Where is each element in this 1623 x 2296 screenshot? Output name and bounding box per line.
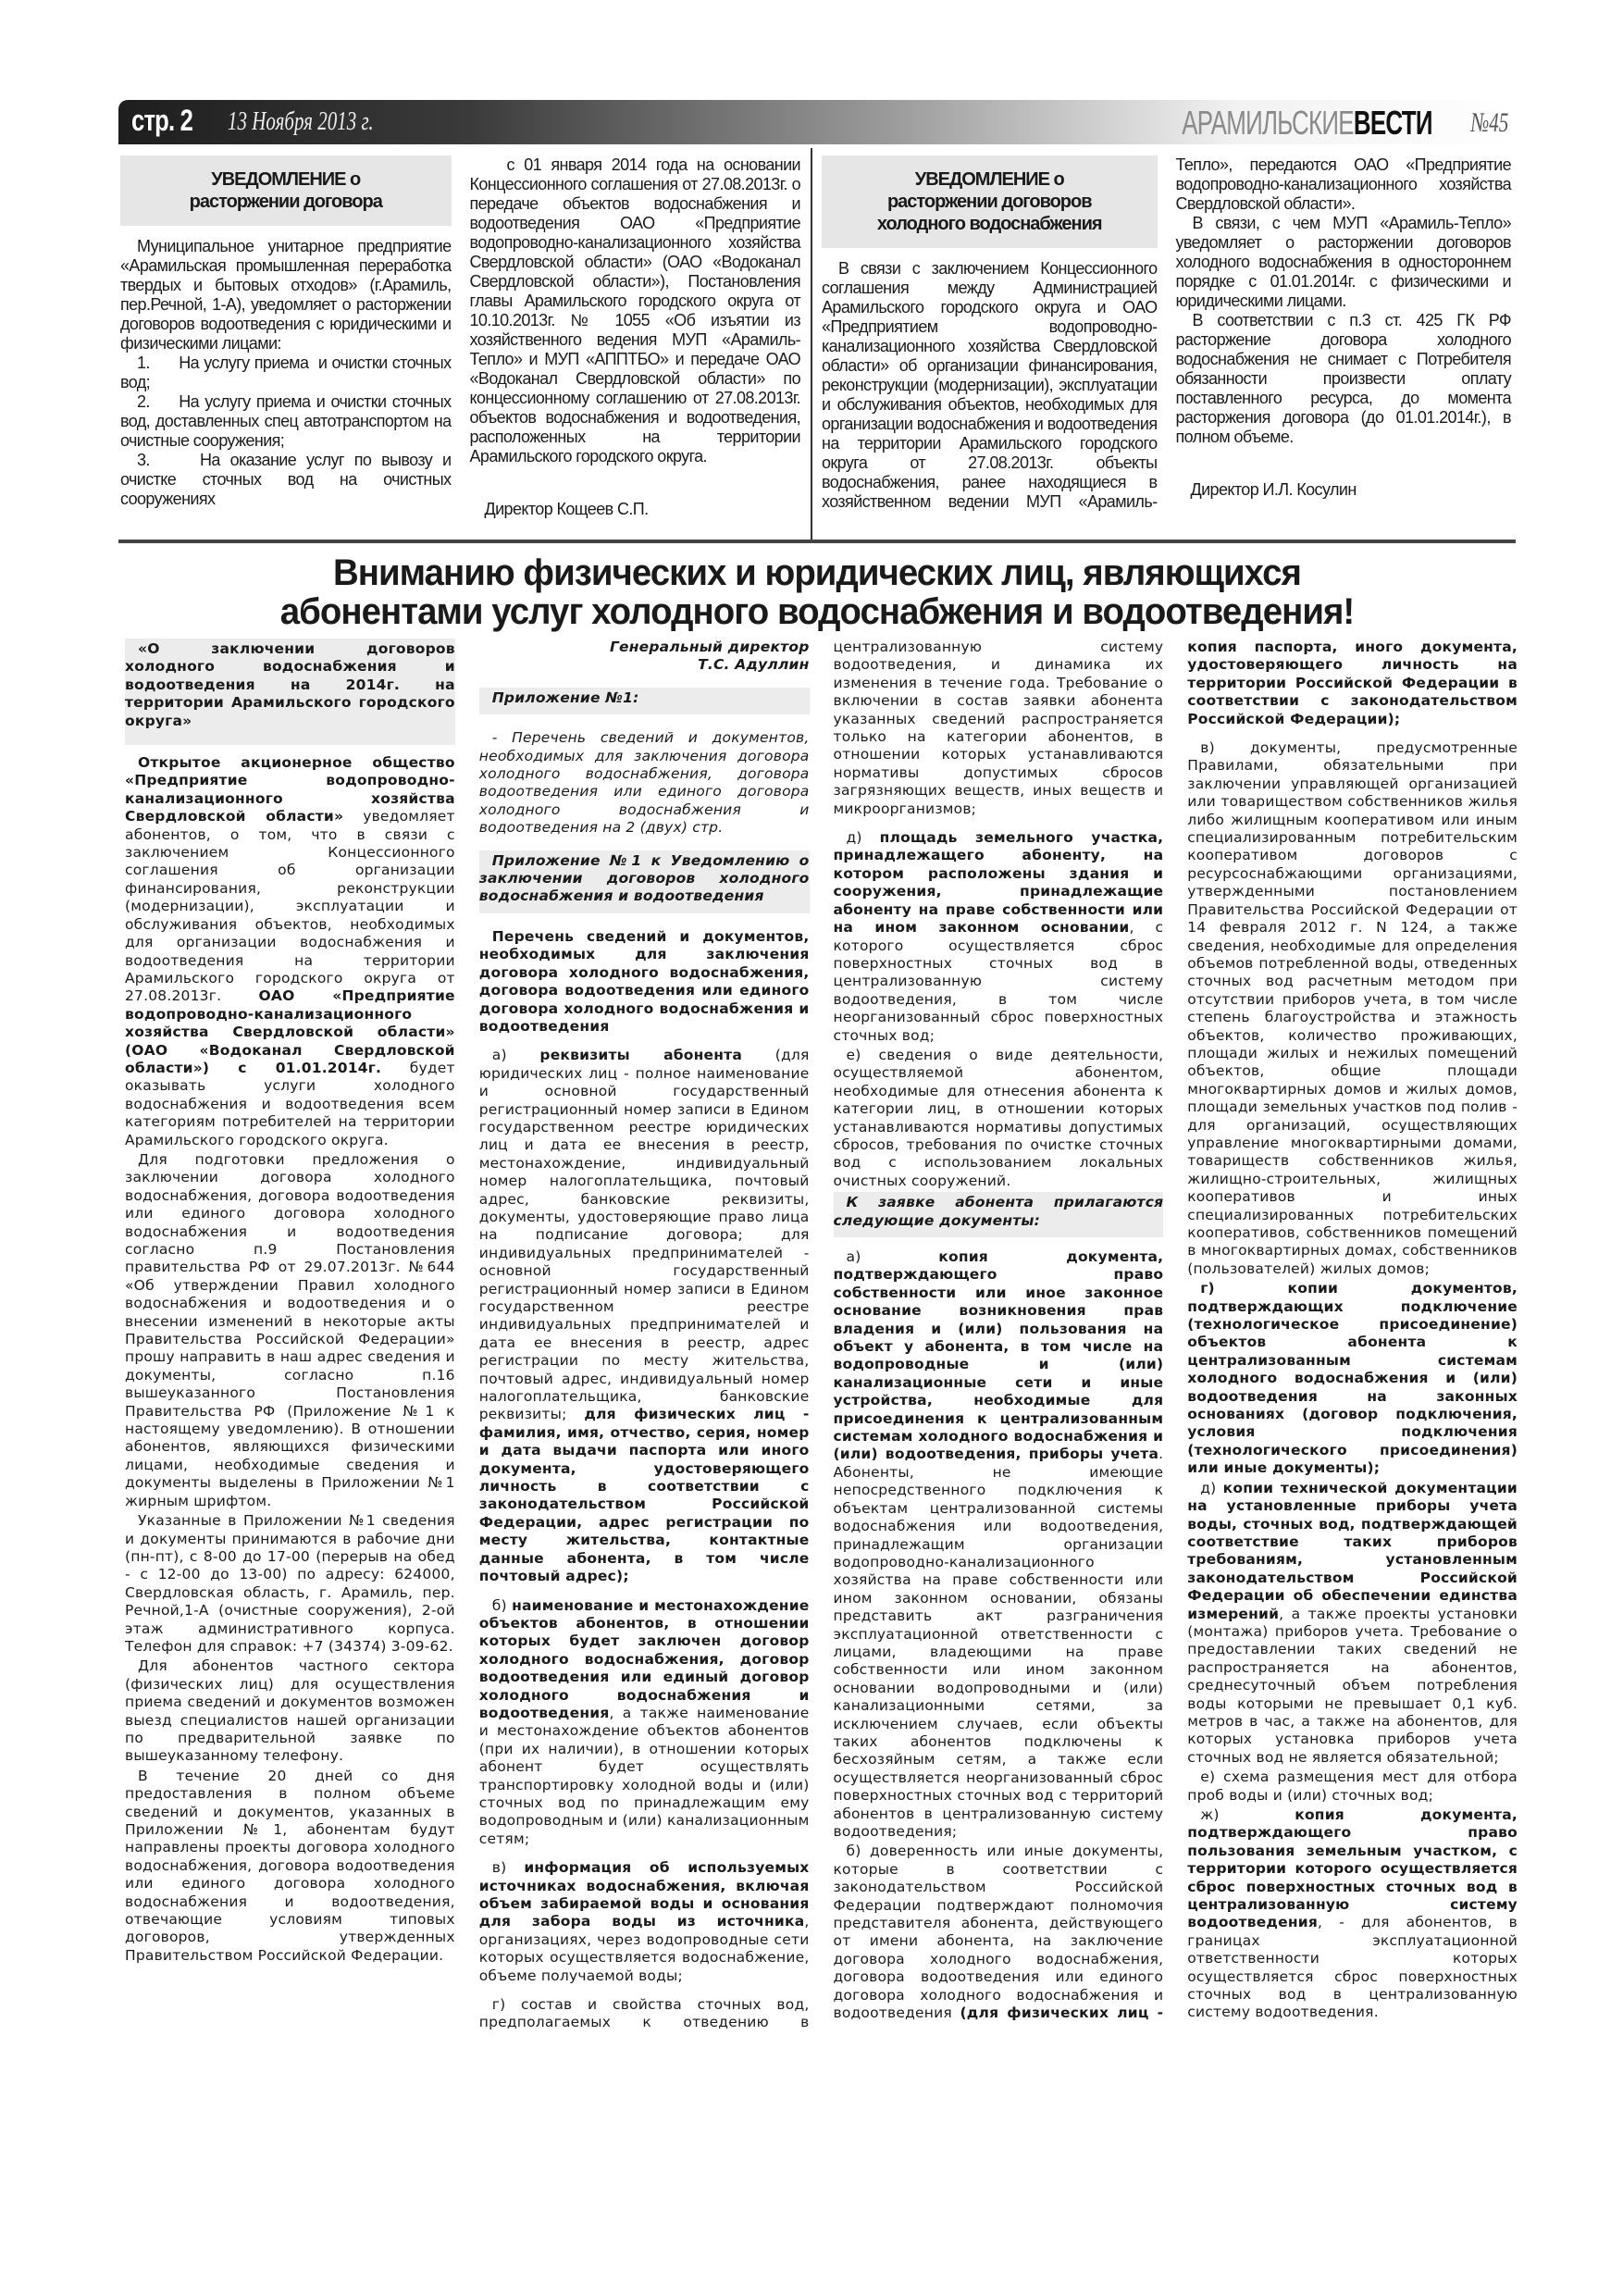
column-divider — [811, 148, 812, 541]
text: , - для абонентов, в границах эксплуатационной ответственности которых осуществляется сброс поверхностных сточных вод в централизованную систему водоотведения. — [1187, 1914, 1518, 2021]
bold-text: площадь земельного участка, принадлежащего абоненту, на котором расположены здания и сооружения, принадлежащие абоненту на праве собственности или на ином законном основании — [833, 829, 1164, 937]
text: е) сведения о виде деятельности, осуществляемой абонентом, необходимые для отнесения абонента к категории лиц, в отношении которых устанавливаются нормативы допустимых сбросов, требования по очистке сточных вод с использованием локальных очистных сооружений. — [833, 1046, 1164, 1189]
text: ж) — [1200, 1806, 1295, 1823]
signature: Директор И.Л. Косулин — [1190, 480, 1357, 499]
text: уведомляет абонентов, о том, что в связи с заключением Концессионного соглашения об организации финансирования, реконструкции (модернизации), эксплуатации и обслуживания объектов, необходимых для организации водоснабжения и водоотведения на территории Арамильского городского округа от 27.08.2013г. — [125, 808, 455, 1005]
page-header-bar — [118, 100, 1516, 144]
section-heading — [834, 1192, 1164, 1237]
paragraph — [479, 1859, 810, 1985]
paragraph — [834, 829, 1164, 1045]
issue-number: №45 — [1470, 107, 1508, 138]
paragraph — [1187, 1769, 1518, 1805]
bold-text: копия документа, подтверждающего право собственности или иное законное основание возникновения прав владения и (или) пользования на объект у абонента, в том числе на водопроводные и (или) канализационные сети и иные устройства, необходимые для присоединения к централизованным системам холодного водоснабжения и (или) водоотведения, приборы учета — [833, 1248, 1164, 1463]
paragraph — [1187, 1480, 1518, 1768]
text: Генеральный директор — [609, 639, 810, 655]
paragraph — [125, 1768, 455, 1965]
notice-heading — [822, 155, 1158, 248]
paragraph: с 01 января 2014 года на основании Концессионного соглашения от 27.08.2013г. о передаче объектов водоснабжения и водоотведения ОАО «Предприятие водопроводно-канализационного хозяйства Свердловской области» (ОАО «Водоканал Свердловской области»), Постановления главы Арамильского городского округа от 10.10.2013г. № 1055 «Об изъятии из хозяйственного ведения МУП «Арамиль-Тепло» и МУП «АППТБО» и передаче ОАО «Водоканал Свердловской области» по концессионному соглашению от 27.08.2013г. объектов водоснабжения и водоотведения, расположенных на территории Арамильского городского округа. — [469, 155, 800, 465]
text: в) документы, предусмотренные Правилами, обязательными при заключении управляющей организацией или товариществом собственников жилья либо жилищным кооперативом или иным специализированным потребительским кооперативом договоров с ресурсоснабжающими организациями, утвержденными постановлением Правительства Российской Федерации от 14 февраля 2012 г. N 124, а также сведения, необходимые для определения объемов потребленной воды, отведенных сточных вод расчетным методом при отсутствии приборов учета, в том числе степень благоустройства и этажность объектов, количество проживающих, площади жилых и нежилых помещений объектов, общие площади многоквартирных домов и жилых домов, площади земельных участков под полив - для организаций, осуществляющих управление многоквартирными домами, товариществ собственников жилья, жилищно-строительных, жилищных кооперативов и иных специализированных потребительских кооперативов, собственников помещений в многоквартирных домах, собственников (пользователей) жилых домов; — [1187, 739, 1518, 1277]
text: Т.С. Адуллин — [698, 656, 810, 674]
bold-text: Открытое акционерное общество «Предприятие водопроводно-канализационного хозяйства Свердловской области» — [125, 754, 455, 825]
text: «О заключении договоров холодного водоснабжения и водоотведения на 2014г. на территории Арамильского городского округа» — [125, 640, 455, 729]
text: Перечень сведений и документов, необходимых для заключения договора холодного водоснабжения, договора водоотведения или единого договора холодного водоснабжения и водоотведения — [478, 927, 810, 1035]
paragraph — [834, 1047, 1164, 1190]
paragraph — [1187, 1280, 1518, 1477]
main-headline — [146, 553, 1488, 631]
paragraph — [125, 1151, 455, 1510]
text: б) — [491, 1596, 513, 1614]
bold-text: копия документа, подтверждающего право пользования земельным участком, с территории которого осуществляется сброс поверхностных сточных вод в централизованную систему водоотведения — [1187, 1806, 1518, 1931]
text: будет оказывать услуги холодного водоснабжения и водоотведения всем категориям потребителей на территории Арамильского городского округа. — [125, 1059, 455, 1148]
paragraph: 1. На услугу приема и очистки сточных вод; — [120, 354, 455, 391]
paragraph — [125, 1512, 455, 1656]
notice-heading — [120, 155, 452, 226]
text: . Абоненты, не имеющие непосредственного подключения к объектам централизованной системы водоснабжения или водоотведения, принадлежащим организации водопроводно-канализационного хозяйства на праве собственности или ином законном основании, обязаны представить акт разграничения эксплуатационной ответственности с лицами, владеющими на праве собственности или ином законном основании водопроводными и (или) канализационными сетями, за исключением случаев, если объекты таких абонентов подключены к бесхозяйным сетям, а также если осуществляется неорганизованный сброс поверхностных сточных вод с территорий абонентов в централизованную систему водоотведения; — [833, 1446, 1164, 1840]
paragraph — [1187, 739, 1518, 1278]
paragraph: 3. На оказание услуг по вывозу и очистке сточных вод на очистных сооружениях — [120, 451, 455, 508]
headline-line: Вниманию физических и юридических лиц, являющихся — [333, 552, 1301, 593]
page-number: стр. 2 — [131, 104, 193, 137]
section-heading — [479, 688, 810, 714]
text: Для абонентов частного сектора (физических лиц) для осуществления приема сведений и документов возможен выезд специалистов нашей организации по предварительной заявке по вышеуказанному телефону. — [125, 1657, 455, 1765]
text: В течение 20 дней со дня предоставления в полном объеме сведений и документов, указанных в Приложении №1, абонентам будут направлены проекты договора холодного водоснабжения, договора водоотведения или единого договора холодного водоснабжения и водоотведения, отвечающие условиям типовых договоров, утвержденных Правительством Российской Федерации. — [125, 1767, 455, 1964]
bold-text: для физических лиц - фамилия, имя, отчество, серия, номер и дата выдачи паспорта или иного документа, удостоверяющего личность в соответствии с законодательством Российской Федерации, адрес регистрации по месту жительства, контактные данные абонента, в том числе почтовый адрес); — [478, 1406, 810, 1585]
bold-text: (для физических лиц - копия паспорта, иного документа, удостоверяющего личность на территории Российской Федерации в соответствии с законодательством Российской Федерации); — [960, 639, 1518, 2022]
text: д) — [1200, 1479, 1223, 1496]
text: Для подготовки предложения о заключении договора холодного водоснабжения, договора водоотведения или единого договора холодного водоснабжения и водоотведения согласно п.9 Постановления правительства РФ от 29.07.2013г. №644 «Об утверждении Правил холодного водоснабжения и водоотведения и о внесении изменений в некоторые акты Правительства Российской Федерации» прошу направить в наш адрес сведения и документы, согласно п.16 вышеуказанного Постановления Правительства РФ (Приложение №1 к настоящему уведомлению). В отношении абонентов, являющихся физическими лицами, необходимые сведения и документы выделены в Приложении №1 жирным шрифтом. — [125, 1150, 455, 1509]
bold-text: наименование и местонахождение объектов абонентов, в отношении которых будет заключен договор холодного водоснабжения, договор водоотведения или единый договор холодного водоснабжения и водоотведения — [478, 1596, 810, 1721]
text: , организациях, через водопроводные сети которых осуществляется водоснабжение, объеме получаемой воды; — [478, 1913, 810, 1984]
text: Приложение №1 к Уведомлению о заключении договоров холодного водоснабжения и водоотведения — [478, 851, 810, 905]
issue-date: 13 Ноября 2013 г. — [228, 107, 374, 136]
logo-part1: АРАМИЛЬСКИЕ — [1182, 104, 1355, 142]
paragraph: Муниципальное унитарное предприятие «Арамильская промышленная переработка твердых и бытовых отходов» (г.Арамиль, пер.Речной, 1-А), уведомляет о расторжении договоров водоотведения с юридическими и физическими лицами: — [120, 237, 452, 353]
text: а) — [846, 1248, 939, 1265]
paragraph: 2. На услугу приема и очистки сточных вод, доставленных спец автотранспортом на очистные сооружения; — [120, 392, 455, 450]
headline-line: абонентами услуг холодного водоснабжения и водоотведения! — [279, 591, 1355, 632]
heading-line: УВЕДОМЛЕНИЕ о — [914, 169, 1064, 190]
bold-text: информация об используемых источниках водоснабжения, включая объем забираемой воды и основания для забора воды из источника — [478, 1859, 810, 1930]
section-heading — [125, 639, 455, 745]
signature: Директор Кощеев С.П. — [484, 500, 649, 518]
text: , а также проекты установки (монтажа) приборов учета. Требование о предоставлении таких сведений не распространяется на абонентов, среднесуточный объем потребления воды которыми не превышает 0,1 куб. метров в час, а также на абонентов, для которых установка приборов учета сточных вод не является обязательной; — [1187, 1605, 1518, 1766]
bold-text: реквизиты абонента — [539, 1047, 742, 1064]
bold-text: копии технической документации на установленные приборы учета воды, сточных вод, подтверждающей соответствие таких приборов требованиям, установленным законодательством Российской Федерации об обеспечении единства измерений — [1187, 1479, 1518, 1622]
paragraph: В связи с заключением Концессионного соглашения между Администрацией Арамильского городского округа и ОАО «Предприятием водопроводно-канализационного хозяйства Свердловской области» об организации финансирования, реконструкции (модернизации), эксплуатации и обслуживания объектов, необходимых для организации водоснабжения и водоотведения на территории Арамильского городского округа от 27.08.2013г. объекты водоснабжения, ранее находящиеся в хозяйственном ведении МУП «Арамиль-Тепло», передаются ОАО «Предприятие водопроводно-канализационного хозяйства Свердловской области». — [822, 155, 1511, 511]
notice-termination-cold-water — [822, 155, 1511, 530]
text: г) состав и свойства сточных вод, предполагаемых к отведению в централизованную систему водоотведения, и динамика их изменения в течение года. Требование о включении в состав заявки абонента указанных сведений распространяется только на категории абонентов, в отношении которых устанавливаются нормативы допустимых сбросов загрязняющих веществ, иных веществ и микроорганизмов; — [478, 639, 1164, 2031]
text: е) схема размещения мест для отбора проб воды и (или) сточных вод; — [1187, 1769, 1518, 1804]
text: д) — [846, 829, 880, 847]
section-heading — [479, 850, 810, 913]
text: - Перечень сведений и документов, необходимых для заключения договора холодного водоснабжения, договора водоотведения или единого договора холодного водоснабжения и водоотведения на 2 (двух) стр. — [478, 729, 810, 837]
paragraph — [479, 1047, 810, 1585]
bold-text: г) копии документов, подтверждающих подключение (технологическое присоединение) объектов абонента к централизованным системам холодного водоснабжения и (или) водоотведения на законных основаниях (договор подключения, условия подключения (технологического присоединения) или иные документы); — [1187, 1280, 1518, 1477]
paragraph — [125, 1657, 455, 1765]
logo-part2: ВЕСТИ — [1354, 104, 1432, 142]
notice-termination-wastewater — [120, 155, 800, 530]
text: б) доверенность или иные документы, которые в соответствии с законодательством Российской Федерации подтверждают полномочия представителя абонента, действующего от имени абонента, на заключение договора холодного водоснабжения, договора водоотведения или единого договора холодного водоснабжения и водоотведения — [833, 1843, 1164, 2022]
paragraph — [479, 1597, 810, 1849]
text: Указанные в Приложении №1 сведения и документы принимаются в рабочие дни (пн-пт), с 8-00 до 17-00 (перерыв на обед - с 12-00 до 13-00) по адресу: 624000, Свердловская область, г. Арамиль, пер. Речной,1-А (очистные сооружения), 2-ой этаж административного корпуса. Телефон для справок: +7 (34374) 3-09-62. — [125, 1512, 455, 1655]
section-divider — [118, 540, 1516, 543]
newspaper-logo — [1182, 104, 1432, 143]
text: (для юридических лиц - полное наименование и основной государственный регистрационный номер записи в Едином государственном реестре юридических лиц и дата ее внесения в реестр, местонахождение, индивидуальный номер налогоплательщика, почтовый адрес, банковские реквизиты, документы, удостоверяющие право лица на подписание договора; для индивидуальных предпринимателей - основной государственный регистрационный номер записи в Едином государственном реестре индивидуальных предпринимателей и дата ее внесения в реестр, адрес регистрации по месту жительства, почтовый адрес, индивидуальный номер налогоплательщика, банковские реквизиты; — [478, 1047, 810, 1423]
heading-line: УВЕДОМЛЕНИЕ о — [211, 169, 361, 190]
paragraph — [125, 754, 455, 1149]
text: , а также наименование и местонахождение объектов абонентов (при их наличии), в отношении которых абонент будет осуществлять транспортировку холодной воды и (или) сточных вод по принадлежащим ему водопроводным и (или) канализационным сетям; — [478, 1704, 810, 1847]
signature — [479, 639, 810, 675]
paragraph — [479, 729, 810, 837]
bold-text: ОАО «Предприятие водопроводно-канализационного хозяйства Свердловской области» (ОАО «Водоканал Свердловской области») с 01.01.2014г. — [125, 987, 455, 1076]
text: Приложение №1: — [491, 689, 639, 706]
heading-line: расторжении договоров — [886, 192, 1092, 212]
paragraph: В соответствии с п.3 ст. 425 ГК РФ расторжение договора холодного водоснабжения не снимает с Потребителя обязанности произвести оплату поставленного ресурса, до момента расторжения договора (до 01.01.2014г.), в полном объеме. — [1175, 311, 1511, 446]
paragraph — [834, 1248, 1164, 1841]
heading-line: расторжении договора — [189, 192, 382, 212]
text: в) — [491, 1859, 525, 1877]
heading-line: холодного водоснабжения — [876, 214, 1102, 234]
text: К заявке абонента прилагаются следующие документы: — [833, 1194, 1164, 1229]
paragraph: В связи, с чем МУП «Арамиль-Тепло» уведомляет о расторжении договоров холодного водоснабжения в одностороннем порядке с 01.01.2014г. с физическими и юридическими лицами. — [1175, 214, 1511, 310]
announcement-body — [125, 639, 1518, 2267]
text: а) — [491, 1047, 540, 1064]
text: , с которого осуществляется сброс поверхностных сточных вод в централизованную систему водоотведения, в том числе неорганизованный сброс поверхностных сточных вод; — [833, 919, 1164, 1044]
paragraph — [1187, 1806, 1518, 2022]
section-heading — [479, 928, 810, 1036]
